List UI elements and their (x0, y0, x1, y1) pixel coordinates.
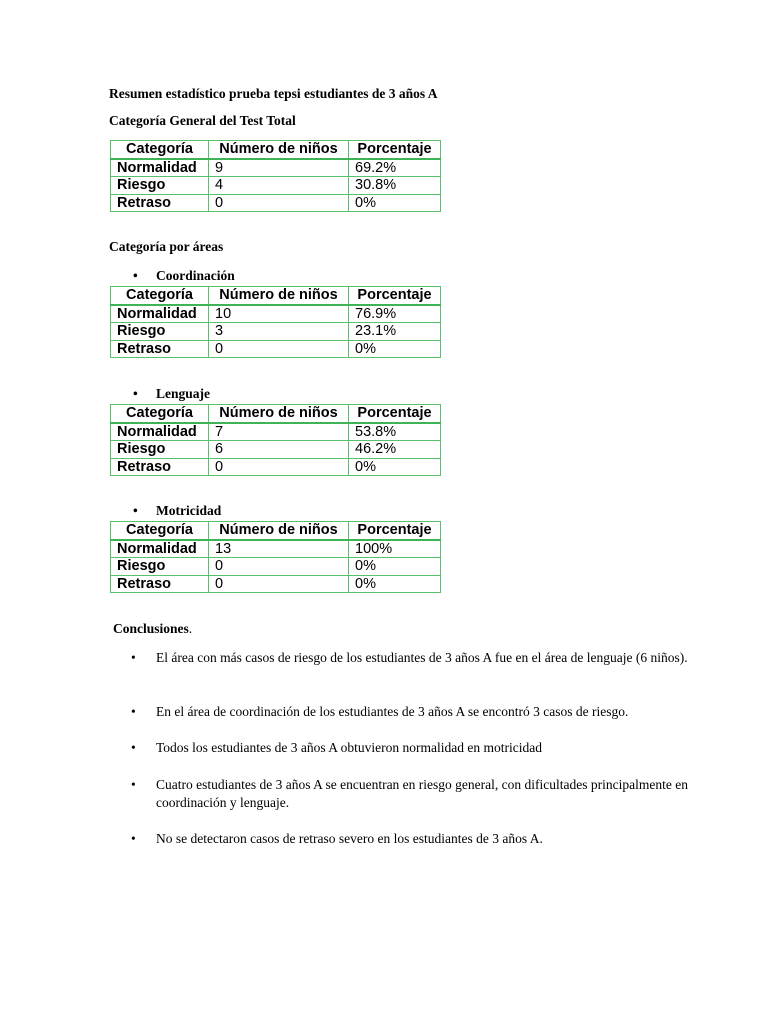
percent-cell: 100% (349, 540, 441, 558)
table-row (111, 177, 441, 195)
percent-cell: 23.1% (349, 323, 441, 341)
column-header: Porcentaje (349, 405, 441, 423)
count-cell: 7 (209, 423, 349, 441)
percent-cell: 69.2% (349, 159, 441, 177)
areas-heading: Categoría por áreas (109, 239, 224, 254)
conclusions-heading (113, 621, 192, 637)
conclusion-text: Todos los estudiantes de 3 años A obtuvieron normalidad en motricidad (156, 740, 542, 755)
percent-cell: 76.9% (349, 305, 441, 323)
column-header: Porcentaje (349, 522, 441, 540)
column-header: Número de niños (209, 287, 349, 305)
column-header: Categoría (111, 287, 209, 305)
category-cell: Normalidad (111, 423, 209, 441)
table-row (111, 423, 441, 441)
column-header: Porcentaje (349, 141, 441, 159)
count-cell: 0 (209, 458, 349, 476)
general-heading: Categoría General del Test Total (109, 113, 296, 128)
table-header-row (111, 405, 441, 423)
table-header-row (111, 287, 441, 305)
category-cell: Normalidad (111, 159, 209, 177)
count-cell: 4 (209, 177, 349, 195)
percent-cell: 0% (349, 340, 441, 358)
category-cell: Retraso (111, 575, 209, 593)
bullet-glyph: • (131, 704, 136, 719)
conclusions-title-suffix: . (188, 621, 193, 636)
column-header: Categoría (111, 522, 209, 540)
table-row (111, 159, 441, 177)
column-header: Categoría (111, 141, 209, 159)
lenguaje-table (110, 404, 441, 476)
motricidad-table (110, 521, 441, 593)
count-cell: 0 (209, 194, 349, 212)
percent-cell: 0% (349, 194, 441, 212)
bullet-glyph: • (131, 740, 136, 755)
category-cell: Riesgo (111, 177, 209, 195)
area-name: Motricidad (156, 503, 222, 518)
category-cell: Riesgo (111, 558, 209, 576)
percent-cell: 0% (349, 558, 441, 576)
bullet-glyph: • (131, 831, 136, 846)
category-cell: Retraso (111, 194, 209, 212)
area-heading-motricidad (133, 503, 221, 519)
percent-cell: 0% (349, 575, 441, 593)
category-cell: Normalidad (111, 540, 209, 558)
table-header-row (111, 141, 441, 159)
conclusion-item (131, 739, 691, 757)
bullet-glyph: • (131, 777, 136, 792)
count-cell: 0 (209, 558, 349, 576)
column-header: Número de niños (209, 522, 349, 540)
column-header: Número de niños (209, 141, 349, 159)
table-row (111, 540, 441, 558)
category-cell: Riesgo (111, 441, 209, 459)
conclusion-text: Cuatro estudiantes de 3 años A se encuentran en riesgo general, con dificultades principalmente en coordinación y lenguaje. (156, 777, 688, 810)
conclusion-item (131, 776, 691, 812)
conclusion-text: El área con más casos de riesgo de los estudiantes de 3 años A fue en el área de lenguaje (6 niños). (156, 650, 688, 665)
table-row (111, 458, 441, 476)
percent-cell: 30.8% (349, 177, 441, 195)
table-row (111, 194, 441, 212)
table-row (111, 558, 441, 576)
count-cell: 0 (209, 575, 349, 593)
table-row (111, 575, 441, 593)
column-header: Número de niños (209, 405, 349, 423)
table-row (111, 340, 441, 358)
table-row (111, 323, 441, 341)
table-row (111, 441, 441, 459)
count-cell: 10 (209, 305, 349, 323)
area-heading-coordinacion (133, 268, 235, 284)
conclusion-item (131, 649, 691, 667)
count-cell: 13 (209, 540, 349, 558)
area-heading-lenguaje (133, 386, 210, 402)
count-cell: 6 (209, 441, 349, 459)
bullet-glyph: • (133, 386, 138, 401)
coordinacion-table (110, 286, 441, 358)
category-cell: Retraso (111, 458, 209, 476)
category-cell: Retraso (111, 340, 209, 358)
document-title: Resumen estadístico prueba tepsi estudiantes de 3 años A (109, 86, 438, 101)
column-header: Categoría (111, 405, 209, 423)
bullet-glyph: • (131, 650, 136, 665)
conclusions-title: Conclusiones (113, 621, 189, 636)
count-cell: 0 (209, 340, 349, 358)
percent-cell: 0% (349, 458, 441, 476)
conclusion-text: En el área de coordinación de los estudiantes de 3 años A se encontró 3 casos de riesgo. (156, 704, 629, 719)
column-header: Porcentaje (349, 287, 441, 305)
category-cell: Riesgo (111, 323, 209, 341)
general-table (110, 140, 441, 212)
bullet-glyph: • (133, 268, 138, 283)
table-row (111, 305, 441, 323)
conclusion-text: No se detectaron casos de retraso severo en los estudiantes de 3 años A. (156, 831, 543, 846)
conclusion-item (131, 830, 691, 848)
category-cell: Normalidad (111, 305, 209, 323)
table-header-row (111, 522, 441, 540)
count-cell: 9 (209, 159, 349, 177)
conclusion-item (131, 703, 691, 721)
area-name: Lenguaje (156, 386, 210, 401)
count-cell: 3 (209, 323, 349, 341)
percent-cell: 53.8% (349, 423, 441, 441)
percent-cell: 46.2% (349, 441, 441, 459)
bullet-glyph: • (133, 503, 138, 518)
area-name: Coordinación (156, 268, 235, 283)
